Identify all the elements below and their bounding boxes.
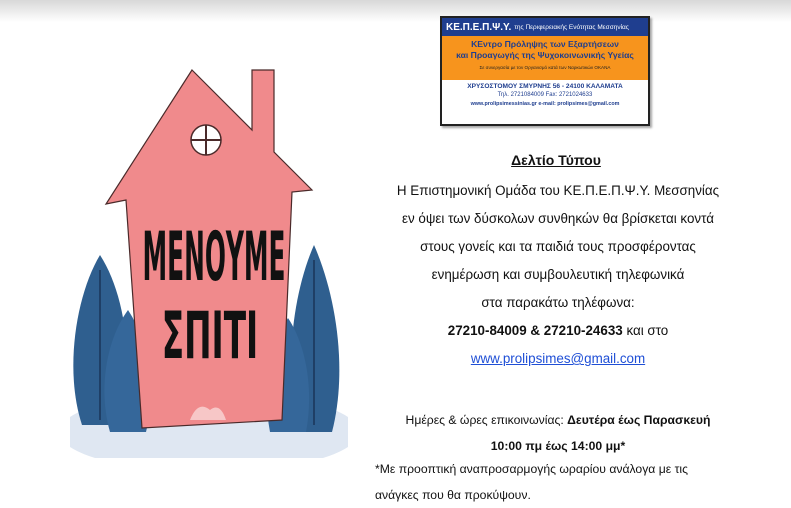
- press-release: [372, 152, 744, 373]
- hours-days-row: [372, 407, 744, 433]
- logo-org-short: ΚΕ.Π.Ε.Π.Ψ.Υ.: [446, 21, 512, 33]
- body-line-5: στα παρακάτω τηλέφωνα:: [481, 295, 635, 310]
- email-link[interactable]: www.prolipsimes@gmail.com: [470, 351, 646, 366]
- logo-line3: Σε συνεργασία με τον Οργανισμό κατά των Ναρκωτικών ΟΚΑΝΑ: [479, 65, 611, 70]
- word-spiti: ΣΠΙΤΙ: [161, 298, 259, 375]
- logo-web-email: www.prolipsimessinias.gr e-mail: prolipsimes@gmail.com: [470, 101, 620, 107]
- email-line: [372, 345, 744, 373]
- phone-numbers: 27210-84009 & 27210-24633: [447, 323, 623, 338]
- body-line-4: ενημέρωση και συμβουλευτική τηλεφωνικά: [431, 267, 685, 282]
- hours-days: Δευτέρα έως Παρασκευή: [567, 413, 711, 427]
- phone-suffix: και στο: [622, 323, 669, 338]
- body-line-3: στους γονείς και τα παιδιά τους προσφέροντας: [420, 239, 696, 254]
- logo-banner: [442, 36, 648, 80]
- logo-tel-fax: Τηλ. 2721084009 Fax: 2721024633: [497, 92, 593, 98]
- schedule-note: *Με προοπτική αναπροσαρμογής ωραρίου ανάλογα με τις ανάγκες που θα προκύψουν.: [375, 462, 688, 502]
- logo-org-suffix: της Περιφερειακής Ενότητας Μεσσηνίας: [514, 23, 629, 31]
- organization-logo: [440, 16, 650, 126]
- body-line-1: Η Επιστημονική Ομάδα του ΚΕ.Π.Ε.Π.Ψ.Υ. Μεσσηνίας: [396, 183, 720, 198]
- logo-header: [442, 18, 648, 36]
- hours-time: 10:00 πμ έως 14:00 μμ*: [490, 439, 626, 453]
- body-line-2: εν όψει των δύσκολων συνθηκών θα βρίσκεται κοντά: [402, 211, 714, 226]
- top-shadow: [0, 0, 791, 22]
- logo-address: ΧΡΥΣΟΣΤΟΜΟΥ ΣΜΥΡΝΗΣ 56 - 24100 ΚΑΛΑΜΑΤΑ: [467, 83, 623, 90]
- phone-line: [372, 317, 744, 345]
- house-illustration-svg: [70, 40, 348, 458]
- press-release-title: Δελτίο Τύπου: [511, 152, 601, 168]
- hours-label: Ημέρες & ώρες επικοινωνίας:: [405, 413, 568, 427]
- logo-contact: [442, 80, 648, 109]
- logo-line2: και Προαγωγής της Ψυχοκοινωνικής Υγείας: [456, 50, 634, 60]
- stay-home-illustration: [70, 40, 348, 458]
- word-menoume: ΜΕΝΟΥΜΕ: [142, 217, 286, 298]
- contact-hours: [372, 407, 744, 459]
- logo-line1: ΚΕντρο Πρόληψης των Εξαρτήσεων: [471, 39, 619, 49]
